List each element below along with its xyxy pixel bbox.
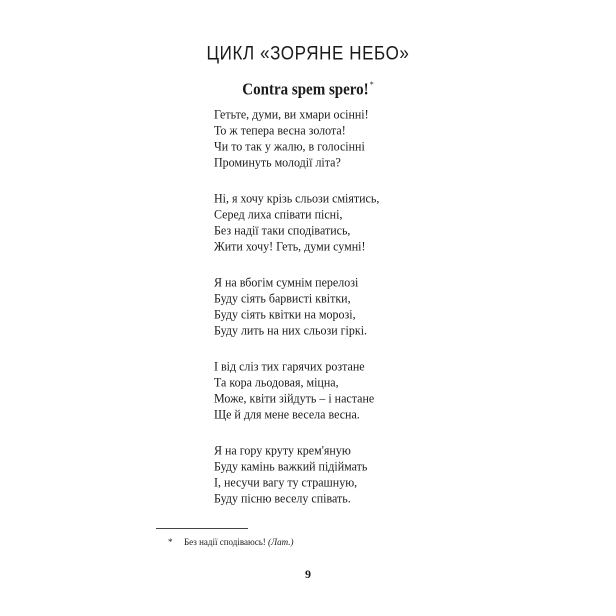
verse-line: Я на вбогім сумнім перелозі (214, 275, 359, 290)
verse-line: То ж тепера весна золота! (214, 123, 346, 138)
verse-line: Серед лиха співати пісні, (214, 207, 343, 222)
verse-line: Чи то так у жалю, в голосінні (214, 139, 365, 154)
footnote-reference[interactable]: * (369, 79, 374, 89)
verse-line: Буду пісню веселу співать. (214, 491, 351, 506)
stanza-3 (214, 274, 434, 338)
verse-line: Може, квіти зійдуть – і настане (214, 391, 375, 406)
page-number: 9 (305, 567, 311, 581)
verse-line: Буду сіять барвисті квітки, (214, 291, 351, 306)
footnote-mark: * (168, 537, 173, 547)
verse-line: Буду сіять квітки на морозі, (214, 307, 356, 322)
stanza-4 (214, 358, 434, 422)
cycle-title: ЦИКЛ «ЗОРЯНЕ НЕБО» (206, 42, 410, 65)
verse-line: Жити хочу! Геть, думи сумні! (214, 239, 366, 254)
poem-body (214, 106, 434, 526)
verse-line: Буду лить на них сльози гіркі. (214, 323, 368, 338)
stanza-1 (214, 106, 434, 170)
verse-line: Ще й для мене весела весна. (214, 407, 360, 422)
verse-line: Буду камінь важкий підіймать (214, 459, 368, 474)
verse-line: Я на гору круту крем'яную (214, 443, 351, 458)
verse-line: Гетьте, думи, ви хмари осінні! (214, 107, 369, 122)
verse-line: І від сліз тих гарячих розтане (214, 359, 365, 374)
verse-line: І, несучи вагу ту страшную, (214, 475, 358, 490)
footnote (168, 537, 294, 547)
footnote-text: Без надії сподіваюсь! (184, 537, 269, 547)
verse-line: Ні, я хочу крізь сльози сміятись, (214, 191, 380, 206)
verse-line: Без надії таки сподіватись, (214, 223, 351, 238)
footnote-language: (Лат.) (268, 537, 294, 547)
footnote-divider (156, 528, 248, 529)
poem-title-text: Contra spem spero! (242, 81, 369, 99)
stanza-5 (214, 442, 434, 506)
verse-line: Проминуть молодії літа? (214, 155, 341, 170)
stanza-2 (214, 190, 434, 254)
poem-title (0, 79, 616, 100)
verse-line: Та кора льодовая, міцна, (214, 375, 339, 390)
